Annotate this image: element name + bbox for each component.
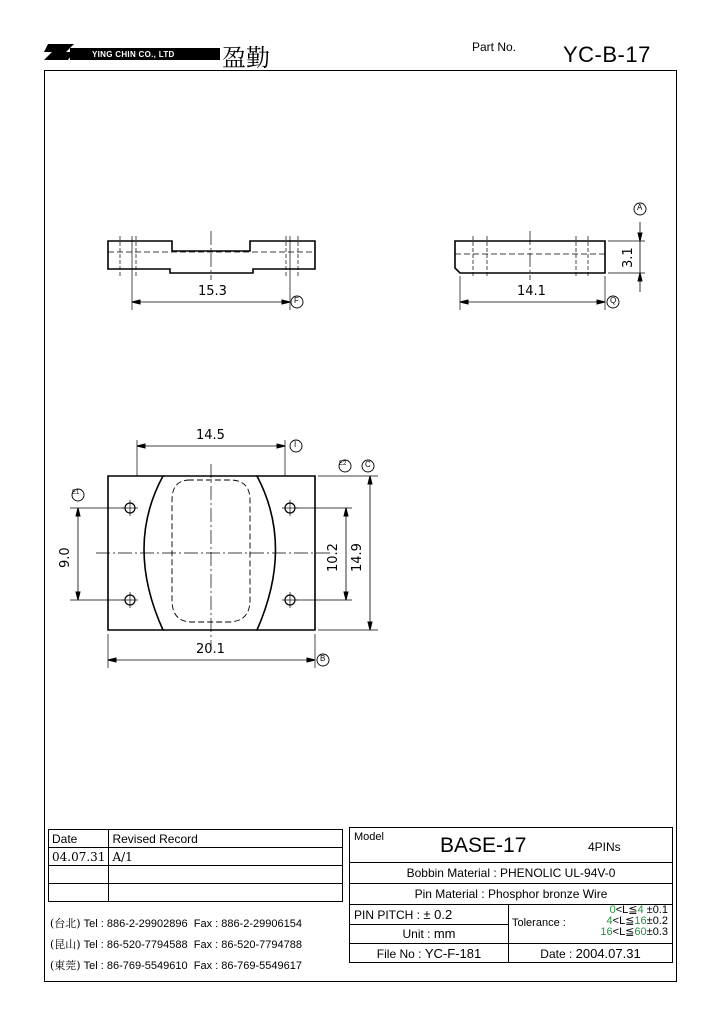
unit-cell <box>350 924 509 944</box>
pin-material-row <box>350 884 673 905</box>
pitch-cell <box>350 905 509 925</box>
contact-row <box>50 915 302 931</box>
pin-material-value: Phosphor bronze Wire <box>487 887 608 901</box>
pitch-value: ± 0.2 <box>423 906 453 922</box>
contact-tel: Tel : 86-769-5549610 <box>83 960 188 972</box>
col-record: Revised Record <box>109 830 343 848</box>
callout-b: B <box>320 654 326 663</box>
part-no: YC-B-17 <box>563 42 651 67</box>
contact-row <box>50 936 302 952</box>
contact-fax: Fax : 886-2-29906154 <box>193 918 302 930</box>
contact-fax: Fax : 86-769-5549617 <box>193 960 302 972</box>
contact-row <box>50 957 302 973</box>
dim-right-inner: 10.2 <box>326 543 341 572</box>
contact-city: (昆山) <box>50 938 81 951</box>
callout-e1: E1 <box>72 490 80 496</box>
tolerance-row: 0<L≦4 ±0.1 <box>609 904 668 916</box>
contact-tel: Tel : 886-2-29902896 <box>83 918 188 930</box>
title-block <box>349 827 673 963</box>
unit-value: mm <box>433 926 456 942</box>
callout-i: I <box>294 440 297 449</box>
revision-record <box>109 866 343 884</box>
callout-c: C <box>365 460 371 469</box>
file-value: YC-F-181 <box>424 945 482 961</box>
date-label: Date : <box>540 946 573 961</box>
dim-top-inner: 14.5 <box>196 428 225 443</box>
date-value: 2004.07.31 <box>575 945 641 961</box>
revision-date <box>49 884 109 902</box>
col-date: Date <box>49 830 109 848</box>
model-name: BASE-17 <box>440 834 527 857</box>
tolerance-row: 4<L≦16±0.2 <box>606 915 668 927</box>
dim-height: 3.1 <box>621 247 636 268</box>
contact-fax: Fax : 86-520-7794788 <box>193 939 302 951</box>
tolerance-label: Tolerance : <box>512 917 566 929</box>
dim-left-pitch: 9.0 <box>58 547 73 568</box>
revision-record <box>109 884 343 902</box>
model-cell <box>350 828 673 863</box>
contact-city: (台北) <box>50 917 81 930</box>
file-cell <box>350 944 509 963</box>
model-label: Model <box>354 831 384 843</box>
revision-date: 04.07.31 <box>49 848 109 866</box>
callout-a: A <box>637 203 643 212</box>
contact-city: (東莞) <box>50 959 81 972</box>
file-label: File No : <box>376 946 422 961</box>
contact-tel: Tel : 86-520-7794588 <box>83 939 188 951</box>
bobbin-label: Bobbin Material : <box>406 866 497 880</box>
dim-end-width: 14.1 <box>517 284 546 299</box>
dim-bottom-outer: 20.1 <box>196 642 225 657</box>
tolerance-cell <box>509 905 673 944</box>
callout-f: F <box>294 296 299 305</box>
bobbin-value: PHENOLIC UL-94V-0 <box>500 866 616 880</box>
dim-right-outer: 14.9 <box>350 543 365 572</box>
revision-record: A/1 <box>109 848 343 866</box>
callout-q: Q <box>610 296 617 305</box>
bobbin-row <box>350 863 673 884</box>
revision-table <box>48 829 343 902</box>
dim-side-width: 15.3 <box>198 284 227 299</box>
part-no-label: Part No. <box>472 40 517 54</box>
pin-count: 4PINs <box>588 840 621 854</box>
revision-date <box>49 866 109 884</box>
company-name-cn: 盈勤 <box>222 44 270 72</box>
tolerance-row: 16<L≦60±0.3 <box>600 926 668 938</box>
pitch-label: PIN PITCH : <box>354 907 421 922</box>
callout-e2: E2 <box>339 461 347 467</box>
pin-material-label: Pin Material : <box>414 887 485 901</box>
company-name-en: YING CHIN CO., LTD <box>92 50 175 59</box>
unit-label: Unit : <box>402 927 431 942</box>
date-cell <box>509 944 673 963</box>
